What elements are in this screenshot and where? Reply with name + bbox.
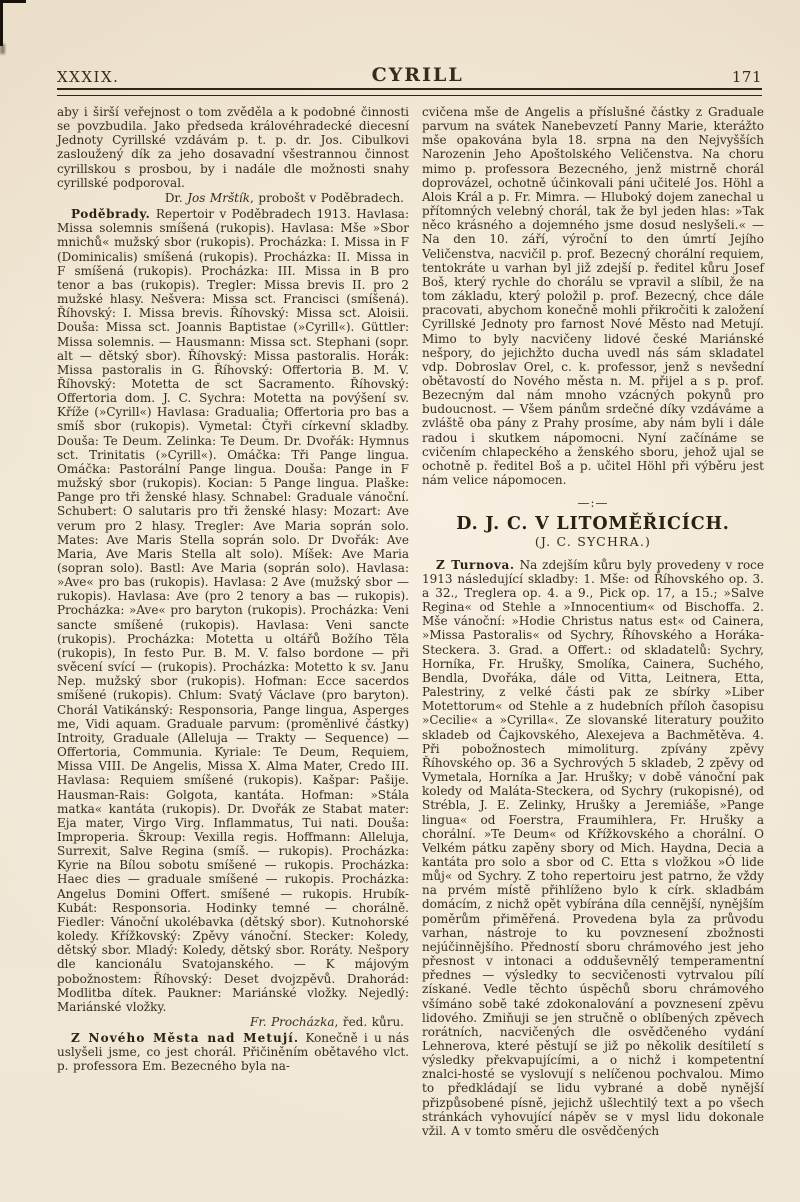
- paragraph-continuation-right: cvičena mše de Angelis a příslušné částky z Graduale parvum na svátek Nanebevzetí Panny Marie, kterážto mše opakována byla 18. srpna na den Nejvyšších Narozenin Jeho Apoštolského Veličenstva. Na choru mimo p. professora Bezecného, jenž mistrně chorál doprovázel, ochotně účinkovali páni učitelé Jos. Höhl a Alois Král a p. Fr. Mimra. — Hluboký dojem zanechal u přítomných velebný chorál, tak že byl jeden hlas: »Tak něco krásného a dojemného jsme dosud neslyšeli.« — Na den 10. září, výroční to den úmrtí Jejího Veličenstva, nacvičil p. prof. Bezecný chorální requiem, tentokráte u varhan byl již zdejší p. ředitel kůru Josef Boš, který rychle do chorálu se vpravil a slíbil, že na tom základu, který položil p. prof. Bezecný, chce dále pracovati, abychom konečně mohli přikročiti k založení Cyrillské Jednoty pro farnost Nové Město nad Metují. Mimo to byly nacvičeny lidové české Mariánské nešpory, do jejichžto ducha uvedl nás sám skladatel vdp. Dobroslav Orel, c. k. professor, jenž s nevšední obětavostí do Nového města n. M. přijel a s p. prof. Bezecným dal nám mnoho vzácných pokynů pro budoucnost. — Všem pánům srdečné díky vzdáváme a zvláště oba pány z Prahy prosíme, aby nám byli i dále radou i skutkem nápomocni. Nyní začínáme se cvičením chlapeckého a ženského sboru, jehož ujal se ochotně p. ředitel Boš a p. učitel Höhl při výběru jest nám velice nápomocen.: [422, 105, 764, 488]
- section-separator: —:—: [577, 496, 609, 511]
- scan-edge-artifact: [0, 0, 3, 46]
- paragraph-text: Na zdejším kůru byly provedeny v roce 1913 následující skladby: 1. Mše: od Říhovského op. 3. a 32., Treglera op. 4. a 9., Pick op. 17, a 15.; »Salve Regina« od Stehle a »Innocentium« od Bischoffa. 2. Mše vánoční: »Hodie Christus natus est« od Cainera, »Missa Pastoralis« od Sychry, Říhovského a Horáka-Steckera. 3. Grad. a Offert.: od skladatelů: Sychry, Horníka, Fr. Hrušky, Smolíka, Cainera, Suchého, Bendla, Dvořáka, dále od Vitta, Leitnera, Etta, Palestriny, z velké části pak ze sbírky »Liber Motettorum« od Stehle a z hudebních příloh časopisu »Cecilie« a »Cyrilla«. Ze slovanské literatury použito skladeb od Čajkovského, Alexejeva a Bachmětěva. 4. Při pobožnostech mimoliturg. zpívány zpěvy Říhovského op. 36 a Sychrových 5 skladeb, 2 zpěvy od Vymetala, Horníka a Jar. Hrušky; v době vánoční pak koledy od Maláta-Steckera, od Sychry (rukopisné), od Strébla, J. E. Zelinky, Hrušky a Jeremiáše, »Pange lingua« od Foerstra, Fraumihlera, Fr. Hrušky a chorální. »Te Deum« od Křížkovského a chorální. O Velkém pátku zapěny sbory od Mich. Haydna, Decia a kantáta pro solo a sbor od C. Etta s vložkou »Ó lide můj« od Sychry. Z toho repertoiru jest patrno, že vždy na prvém místě přihlíženo bylo k círk. skladbám domácím, z nichž opět vybírána díla cennější, nynějším poměrům přiměřená. Provedena byla za průvodu varhan, nástroje to ku povznesení zbožnosti nejúčinnějšího. Předností sboru chrámového jest jeho přesnost v intonaci a odduševnělý temperamentní přednes — výsledky to secvičenosti vytrvalou pílí získané. Vedle těchto úspěchů sboru chrámového všímáno sobě také zdokonalování a povznesení zpěvu lidového. Zmiňuji se jen stručně o oblíbených zpěvech rorátních, nacvičených dle osvědčeného vydání Lehnerova, které pěstují se již po několik desítiletí s výsledky překvapujícími, a o nichž i kompetentní znalci-hosté se vyslovují s nelíčenou pochvalou. Mimo to předkládají se lidu vybrané a době nynější přizpůsobené písně, jejichž ušlechtilý text a po všech stránkách vyhovující nápěv se v mysl lidu dokonale vžil. A v tomto směru dle osvědčených: [422, 557, 765, 1138]
- scan-edge-artifact: [0, 0, 26, 3]
- scan-smudge-artifact: [0, 44, 5, 54]
- paragraph-lead-nove-mesto: Z Nového Města nad Metují.: [71, 1031, 300, 1046]
- signature-line-prochazka: [57, 1015, 409, 1029]
- page-number: 171: [731, 68, 762, 86]
- signature-prefix: Dr.: [164, 190, 188, 205]
- section-title: D. J. C. V LITOMĚŘICÍCH.: [456, 514, 730, 535]
- paragraph-podebrady: [57, 207, 409, 1014]
- signature-role: , řed. kůru.: [334, 1015, 404, 1029]
- paragraph-text: Repertoir v Poděbradech 1913. Havlasa: Missa solemnis smíšená (rukopis). Havlasa: Mše »Sbor mnichů« mužský sbor (rukopis). Procházka: I. Missa in F (Dominicalis) smíšená (rukopis). Procházka: II. Missa in F smíšená (rukopis). Procházka: III. Missa in B pro tenor a bas (rukopis). Tregler: Missa brevis II. pro 2 mužské hlasy. Nešvera: Missa sct. Francisci (smíšená). Říhovský: I. Missa brevis. Říhovský: Missa sct. Aloisii. Douša: Missa sct. Joannis Baptistae (»Cyrill«). Güttler: Missa solemnis. — Hausmann: Missa sct. Stephani (sopr. alt — dětský sbor). Říhovský: Missa pastoralis. Horák: Missa pastoralis in G. Říhovský: Offertoria B. M. V. Říhovský: Motetta de sct Sacramento. Říhovský: Offertoria dom. J. C. Sychra: Motetta na povýšení sv. Kříže (»Cyrill«) Havlasa: Gradualia; Offertoria pro bas a smíš sbor (rukopis). Vymetal: Čtyři církevní skladby. Douša: Te Deum. Zelinka: Te Deum. Dr. Dvořák: Hymnus sct. Trinitatis (»Cyrill«). Omáčka: Tři Pange lingua. Omáčka: Pastorální Pange lingua. Douša: Pange in F mužský sbor (rukopis). Kocian: 5 Pange lingua. Plaške: Pange pro tři ženské hlasy. Schnabel: Graduale vánoční. Schubert: O salutaris pro tři ženské hlasy: Mozart: Ave verum pro 2 hlasy. Tregler: Ave Maria soprán solo. Mates: Ave Maris Stella soprán solo. Dr Dvořák: Ave Maria, Ave Maris Stella alt solo). Míšek: Ave Maria (sopran solo). Bastl: Ave Maria (soprán solo). Havlasa: »Ave« pro bas (rukopis). Havlasa: 2 Ave (mužský sbor — rukopis). Havlasa: Ave (pro 2 tenory a bas — rukopis). Procházka: »Ave« pro baryton (rukopis). Procházka: Veni sancte smíšené (rukopis). Havlasa: Veni sancte (rukopis). Procházka: Motetta u oltářů Božího Těla (rukopis), In festo Pur. B. M. V. falso bordone — při svěcení svící — (rukopis). Procházka: Motetto k sv. Janu Nep. mužský sbor (rukopis). Hofman: Ecce sacerdos smíšené (rukopis). Chlum: Svatý Václave (pro baryton). Chorál Vatikánský: Responsoria, Pange lingua, Asperges me, Vidi aquam. Graduale parvum: (proměnlivé částky) Introity, Graduale (Alleluja — Trakty — Sequence) — Offertoria, Communia. Kyriale: Te Deum, Requiem, Missa VIII. De Angelis, Missa X. Alma Mater, Credo III. Havlasa: Requiem smíšené (rukopis). Kašpar: Pašije. Hausman-Rais: Golgota, kantáta. Hofman: »Stála matka« kantáta (rukopis). Dr. Dvořák ze Stabat mater: Eja mater, Virgo Virg. Inflammatus, Tui nati. Douša: Improperia. Škroup: Vexilla regis. Hoffmann: Alleluja, Surrexit, Salve Regina (smíš. — rukopis). Procházka: Kyrie na Bílou sobotu smíšené — rukopis. Procházka: Haec dies — graduale smíšené — rukopis. Procházka: Angelus Domini Offert. smíšené — rukopis. Hrubík-Kubát: Responsoria. Hodinky temné — chorálně. Fiedler: Vánoční ukolébavka (dětský sbor). Kutnohorské koledy. Křížkovský: Zpěvy vánoční. Stecker: Koledy, dětský sbor. Mladý: Koledy, dětský sbor. Roráty. Nešpory dle kancionálu Svatojanského. — K májovým pobožnostem: Říhovský: Deset dvojzpěvů. Drahorád: Modlitba dítek. Paukner: Mariánské vložky. Nejedlý: Mariánské vložky.: [57, 207, 409, 1014]
- paragraph-lead-turnov: Z Turnova.: [436, 557, 515, 572]
- paragraph-text: Konečně i u nás uslyšeli jsme, co jest chorál. Přičiněním obětavého vlct. p. professora Em. Bezecného byla na-: [57, 1031, 409, 1074]
- paragraph-nove-mesto: [57, 1031, 409, 1073]
- signature-line-mrstik: [57, 191, 409, 205]
- page-header: [57, 66, 762, 85]
- journal-title: CYRILL: [371, 64, 464, 86]
- left-column: [57, 105, 409, 1138]
- header-rule: [57, 88, 762, 96]
- signature-name: Jos Mrštík: [187, 190, 251, 205]
- paragraph-turnov: [422, 558, 764, 1138]
- right-column: [422, 105, 764, 1138]
- paragraph-lead-podebrady: Poděbrady.: [71, 207, 151, 222]
- signature-role: , probošt v Poděbradech.: [250, 190, 404, 205]
- section-subtitle: (J. C. SYCHRA.): [534, 533, 652, 549]
- signature-name: Fr. Procházka: [250, 1015, 335, 1029]
- paragraph-continuation-left: aby i širší veřejnost o tom zvěděla a k podobné činnosti se povzbudila. Jako předseda královéhradecké diecesní Jednoty Cyrillské vzdávám p. t. p. dr. Jos. Cibulkovi zasloužený dík za jeho dosavadní všestrannou činnost cyrillskou s prosbou, by i nadále dle možnosti snahy cyrillské podporoval.: [57, 105, 409, 190]
- text-columns: [57, 105, 765, 1138]
- volume-number: XXXIX.: [57, 68, 120, 86]
